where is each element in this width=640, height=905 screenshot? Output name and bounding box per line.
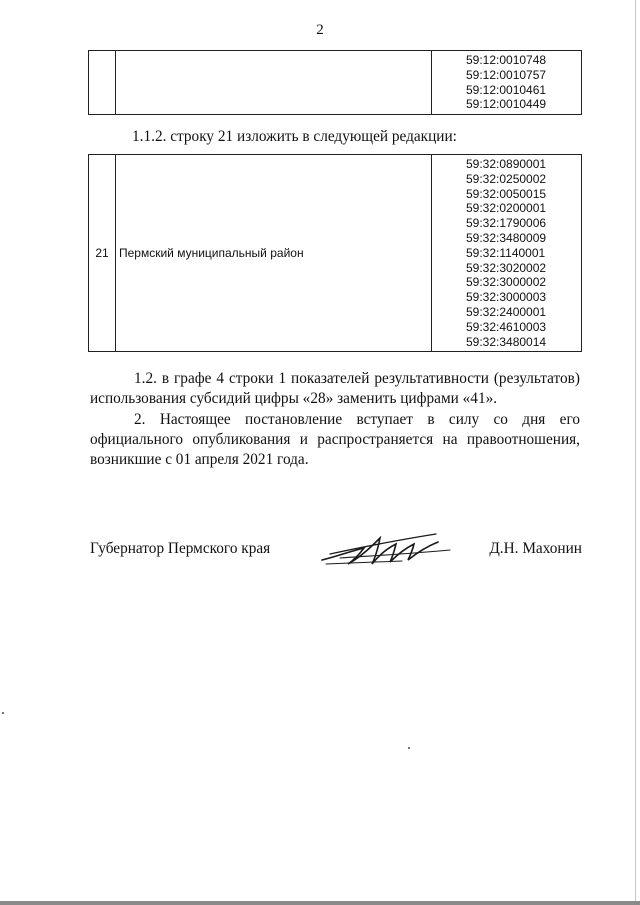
cadastral-code: 59:32:3480014 [466, 334, 547, 349]
table-row [89, 155, 582, 352]
scan-speck [2, 712, 4, 714]
handwritten-signature [318, 526, 458, 570]
cadastral-code: 59:32:2400001 [466, 304, 547, 319]
scan-speck [408, 747, 410, 749]
signatory-title: Губернатор Пермского края [90, 540, 271, 557]
clause-1-2-paragraph: 1.2. в графе 4 строки 1 показателей результативности (результатов) использования субсидий цифры «28» заменить цифрами «41». [90, 370, 580, 407]
scan-edge-bottom [0, 901, 640, 905]
cadastral-code: 59:32:3020002 [466, 260, 547, 275]
cadastral-code: 59:12:0010757 [466, 67, 547, 82]
row-number-cell: 21 [89, 155, 116, 352]
cadastral-code: 59:32:0250002 [466, 171, 547, 186]
cadastral-code: 59:32:1790006 [466, 216, 547, 231]
cadastral-code: 59:12:0010748 [466, 53, 547, 67]
district-name-cell: Пермский муниципальный район [116, 155, 432, 352]
cadastral-code: 59:32:3480009 [466, 230, 547, 245]
page-number: 2 [316, 22, 324, 38]
clause-2-paragraph: 2. Настоящее постановление вступает в силу со дня его официального опубликования и распространяется на правоотношения, возникшие с 01 апреля 2021 года. [90, 411, 580, 468]
cadastral-code: 59:12:0010461 [466, 82, 547, 97]
cadastral-codes-cell [432, 51, 582, 115]
table-row [89, 51, 582, 115]
clause-1-1-2-heading: 1.1.2. строку 21 изложить в следующей редакции: [132, 128, 457, 145]
cadastral-code: 59:12:0010449 [466, 97, 547, 112]
cadastral-table-continuation [88, 50, 582, 115]
row-number-cell [89, 51, 116, 115]
district-name-cell [116, 51, 432, 115]
cadastral-code: 59:32:1140001 [466, 245, 546, 260]
signatory-name: Д.Н. Махонин [489, 540, 582, 557]
cadastral-code: 59:32:0200001 [466, 201, 547, 216]
signature-block [90, 540, 582, 580]
cadastral-code: 59:32:4610003 [466, 319, 547, 334]
scan-edge-line [635, 0, 636, 905]
cadastral-code: 59:32:0890001 [466, 157, 547, 171]
cadastral-code: 59:32:0050015 [466, 186, 547, 201]
cadastral-codes-cell [432, 155, 582, 352]
cadastral-code: 59:32:3000002 [466, 275, 547, 290]
cadastral-code: 59:32:3000003 [466, 290, 547, 305]
cadastral-table-row-21 [88, 154, 582, 352]
